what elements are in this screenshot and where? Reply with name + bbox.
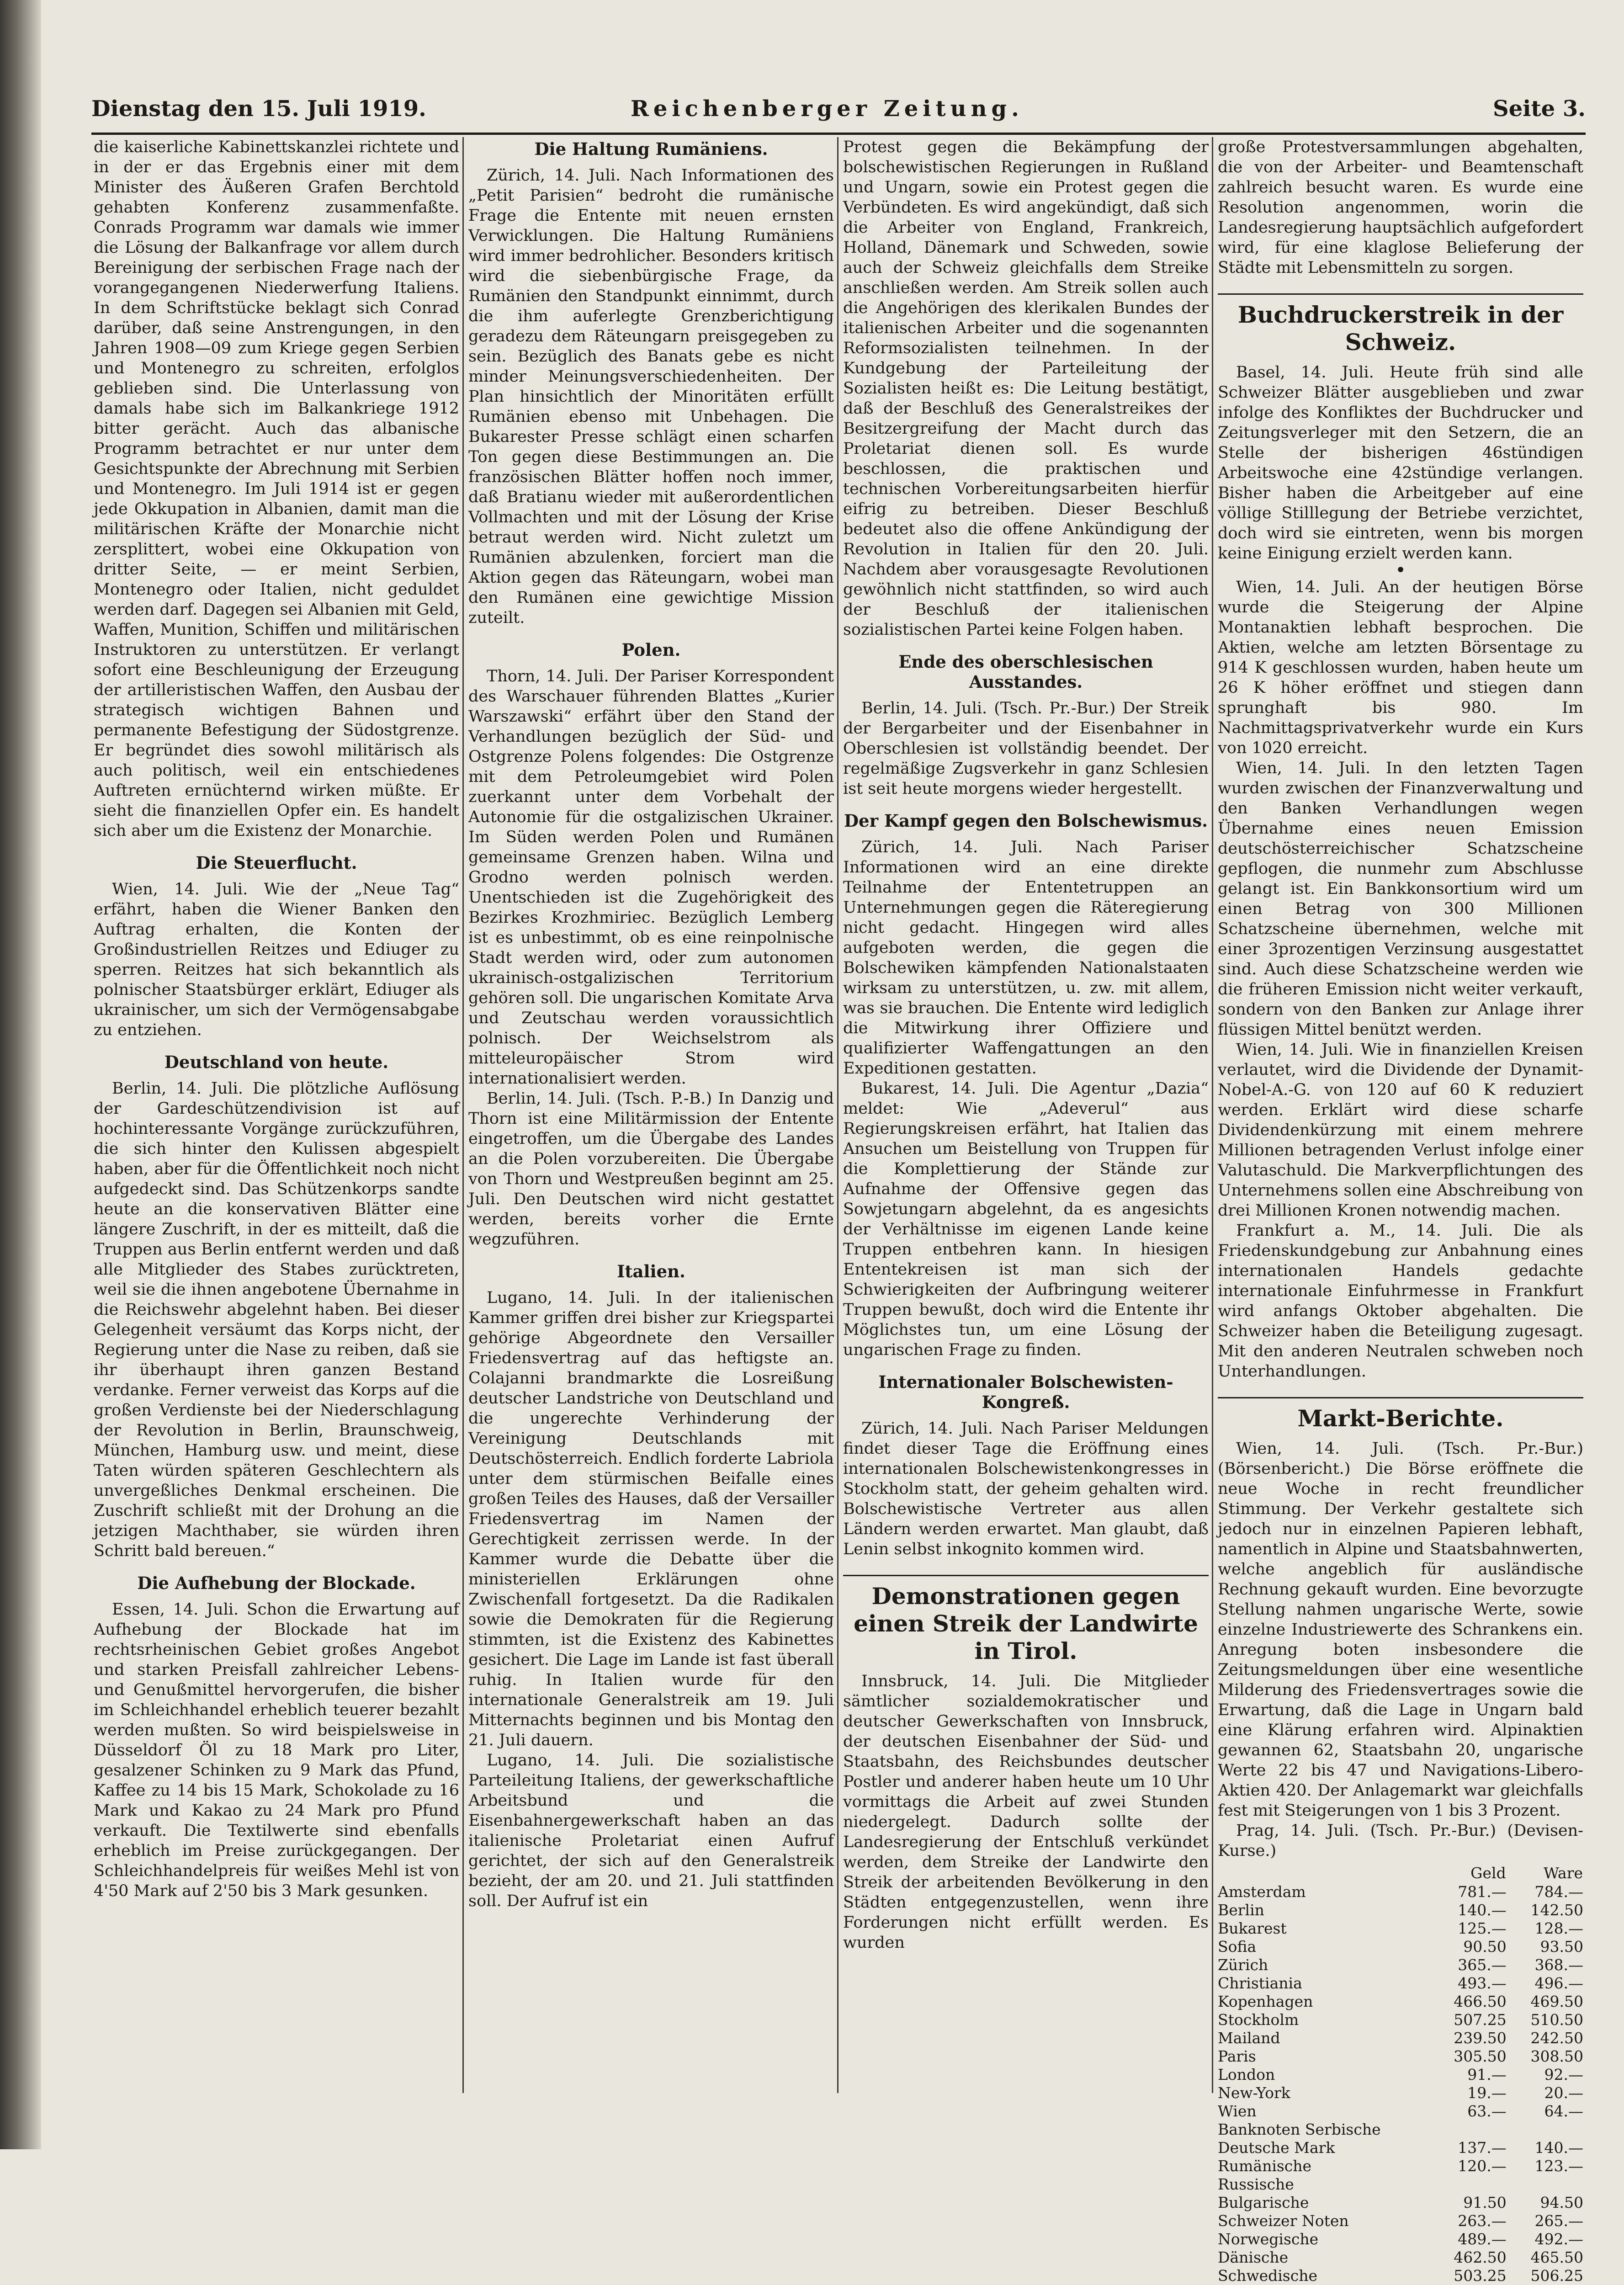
currency-name: Rumänische [1218, 2157, 1312, 2175]
rate-ware: 20.— [1544, 2084, 1583, 2102]
rate-geld: 63.— [1467, 2102, 1507, 2120]
rate-ware [1507, 2175, 1583, 2194]
section-heading: Ende des oberschlesischen Ausstandes. [898, 652, 1153, 692]
article-paragraph: Wien, 14. Juli. Wie der „Neue Tag“ erfährt, haben die Wiener Banken den Auftrag erhalten, die Konten der Großindustriellen Reitzes und Ediuger zu sperren. Reitzes hat sich bekanntlich als polnischer Staatsbürger erklärt, Ediuger als ukrainischer, um sich der Vermögensabgabe zu entziehen. [94, 880, 459, 1039]
rate-geld: 365.— [1458, 1956, 1507, 1974]
article-paragraph: Berlin, 14. Juli. (Tsch. P.-B.) In Danzig und Thorn ist eine Militärmission der Entente eingetroffen, um die Übergabe des Landes an die Polen vorzubereiten. Die Übergabe von Thorn und Westpreußen beginnt am 25. Juli. Den Deutschen wird nicht gestattet werden, bereits vorher die Ernte wegzuführen. [468, 1089, 834, 1249]
table-header-blank [1218, 1864, 1429, 1883]
rate-geld [1429, 2120, 1506, 2139]
rate-geld: 507.25 [1454, 2011, 1507, 2029]
article-paragraph: Basel, 14. Juli. Heute früh sind alle Schweizer Blätter ausgeblieben und zwar infolge des Konfliktes der Buchdrucker und Zeitungsverleger mit den Setzern, die an Stelle der bisherigen 46stündigen Arbeitswoche eine 42stündige verlangen. Bisher haben die Arbeitgeber auf eine völlige Stilllegung der Betriebe verzichtet, doch wird sie eintreten, wenn bis morgen keine Einigung erzielt werden kann. [1218, 363, 1583, 563]
currency-name: Stockholm [1218, 2011, 1299, 2029]
rate-geld: 781.— [1458, 1883, 1507, 1901]
article-paragraph: Berlin, 14. Juli. Die plötzliche Auflösung der Gardeschützendivision ist auf hochinteressante Vorgänge zurückzuführen, die sich hinter den Kulissen abgespielt haben, aber für die Öffentlichkeit noch nicht aufgedeckt sind. Das Schützenkorps sandte heute an die konservativen Blätter eine längere Zuschrift, in der es mitteilt, daß die Truppen aus Berlin entfernt werden und daß alle Mitglieder des Stabes zurücktreten, weil sie die ihnen angebotene Übernahme in die Reichswehr abgelehnt haben. Bei dieser Gelegenheit versäumt das Korps nicht, der Regierung unter die Nase zu reiben, daß sie ihr überhaupt ihren ganzen Bestand verdanke. Ferner verweist das Korps auf die großen Verdienste bei der Niederschlagung der Revolution in Berlin, Braunschweig, München, Hamburg usw. und meint, diese Taten würden späteren Geschlechtern als unvergeßliches Denkmal erscheinen. Die Zuschrift schließt mit der Drohung an die jetzigen Machthaber, sie würden ihren Schritt bald bereuen.“ [94, 1079, 459, 1560]
rate-geld: 462.50 [1454, 2248, 1507, 2266]
section-heading: Die Aufhebung der Blockade. [137, 1573, 416, 1593]
table-row [1218, 1919, 1583, 1938]
currency-rates-body [1218, 1883, 1583, 2285]
article-paragraph: die kaiserliche Kabinettskanzlei richtete und in der er das Ergebnis einer mit dem Minister des Äußeren Grafen Berchtold gehabten Konferenz zusammenfaßte. Conrads Programm war damals wie immer die Lösung der Balkanfrage vor allem durch Bereinigung der serbischen Frage nach der vorangegangenen Niederwerfung Italiens. In dem Schriftstücke beklagt sich Conrad darüber, daß seine Anstrengungen, in den Jahren 1908—09 zum Kriege gegen Serbien und Montenegro zu schreiten, erfolglos geblieben sind. Die Unterlassung von damals habe sich im Balkankriege 1912 bitter gerächt. Auch das albanische Programm betrachtet er nur unter dem Gesichtspunkte der Abrechnung mit Serbien und Montenegro. Im Juli 1914 ist er gegen jede Okkupation in Albanien, damit man die militärischen Kräfte der Monarchie nicht zersplittert, wobei eine Okkupation von dritter Seite, — er meint Serbien, Montenegro oder Italien, nicht geduldet werden darf. Dagegen sei Albanien mit Geld, Waffen, Munition, Schiffen und militärischen Instruktoren zu unterstützen. Er verlangt sofort eine Beschleunigung der Erzeugung der artilleristischen Waffen, den Ausbau der strategisch wichtigen Bahnen und permanente Befestigung der Südostgrenze. Er begründet dies sowohl militärisch als auch politisch, weil ein entschiedenes Auftreten ernüchternd wirken müßte. Er sieht die finanziellen Opfer ein. Es handelt sich aber um die Existenz der Monarchie. [94, 138, 459, 840]
section-heading-large: Demonstrationen gegen einen Streik der Landwirte in Tirol. [843, 1575, 1209, 1665]
rate-ware: 496.— [1534, 1974, 1583, 1992]
currency-name: Banknoten Serbische [1218, 2120, 1381, 2138]
currency-name: Deutsche Mark [1218, 2139, 1335, 2157]
table-row [1218, 2029, 1583, 2047]
currency-name: Kopenhagen [1218, 1993, 1313, 2010]
currency-name: Dänische [1218, 2248, 1289, 2266]
rate-geld: 493.— [1458, 1974, 1507, 1992]
rate-ware: 140.— [1534, 2139, 1583, 2157]
rate-ware [1507, 2120, 1583, 2139]
rate-geld: 19.— [1467, 2084, 1507, 2102]
column-3 [843, 137, 1209, 2093]
section-heading: Die Haltung Rumäniens. [534, 139, 768, 159]
article-paragraph: Zürich, 14. Juli. Nach Pariser Informationen wird an eine direkte Teilnahme der Ententetruppen an Unternehmungen gegen die Räteregierung nicht gedacht. Hingegen wird alles aufgeboten werden, die gegen die Bolschewiken kämpfenden Nationalstaaten wirksam zu unterstützen, u. zw. mit allem, was sie brauchen. Die Entente wird lediglich die Mitwirkung ihrer Offiziere und qualifizierter Waffengattungen an den Expeditionen gestatten. [843, 838, 1209, 1078]
rate-geld: 263.— [1458, 2212, 1507, 2230]
table-row [1218, 2084, 1583, 2102]
section-heading: Die Steuerflucht. [196, 853, 357, 873]
currency-name: Bulgarische [1218, 2194, 1309, 2211]
column-divider [1212, 137, 1213, 2093]
section-heading: Der Kampf gegen den Bolschewismus. [844, 811, 1208, 831]
currency-name: Wien [1218, 2102, 1257, 2120]
rate-geld: 91.50 [1463, 2194, 1507, 2211]
currency-name: Zürich [1218, 1956, 1268, 1974]
column-4 [1218, 137, 1583, 2285]
table-row [1218, 2194, 1583, 2212]
article-paragraph: Lugano, 14. Juli. In der italienischen Kammer griffen drei bisher zur Kriegspartei gehörige Abgeordnete den Versailler Friedensvertrag auf das heftigste an. Colajanni brandmarkte die Losreißung deutscher Landstriche von Deutschland und die ungerechte Verhinderung der Vereinigung Deutschlands mit Deutschösterreich. Endlich forderte Labriola unter dem stürmischen Beifalle eines großen Teiles des Hauses, daß der Versailler Friedensvertrag im Namen der Gerechtigkeit zerrissen werde. In der Kammer wurde die Debatte über die ministeriellen Erklärungen ohne Zwischenfall fortgesetzt. Da die Radikalen sowie die Demokraten für die Regierung stimmten, ist die Existenz des Kabinettes gesichert. Die Lage im Lande ist fast überall ruhig. In Italien wurde für den internationale Generalstreik am 19. Juli Mitternachts beginnen und bis Montag den 21. Juli dauern. [468, 1289, 834, 1749]
binding-gutter [0, 0, 41, 2149]
table-row [1218, 2157, 1583, 2175]
article-paragraph: Lugano, 14. Juli. Die sozialistische Parteileitung Italiens, der gewerkschaftliche Arbeitsbund und die Eisenbahnergewerkschaft haben an das italienische Proletariat einen Aufruf gerichtet, der sich auf den Generalstreik bezieht, der am 20. und 21. Juli stattfinden soll. Der Aufruf ist ein [468, 1751, 834, 1910]
currency-name: London [1218, 2066, 1275, 2083]
rate-geld: 137.— [1458, 2139, 1507, 2157]
section-heading: Deutschland von heute. [164, 1052, 389, 1072]
currency-name: Schweizer Noten [1218, 2212, 1349, 2230]
page-header [91, 96, 1586, 128]
section-heading: Italien. [617, 1261, 685, 1281]
table-row [1218, 1938, 1583, 1956]
rate-ware: 784.— [1534, 1883, 1583, 1901]
section-heading-large: Markt-Berichte. [1218, 1397, 1583, 1432]
table-header-geld: Geld [1470, 1864, 1506, 1882]
currency-name: New-York [1218, 2084, 1290, 2102]
currency-name: Schwedische [1218, 2267, 1317, 2285]
article-paragraph: Protest gegen die Bekämpfung der bolschewistischen Regierungen in Rußland und Ungarn, sowie ein Protest gegen die Verbündeten. Es wird angekündigt, daß sich die Arbeiter von England, Frankreich, Holland, Dänemark und Schweden, sowie auch der Schweiz gleichfalls dem Streike anschließen werden. Am Streik sollen auch die Angehörigen des klerikalen Bundes der italienischen Arbeiter und die sogenannten Reformsozialisten teilnehmen. In der Kundgebung der Parteileitung der Sozialisten heißt es: Die Leitung bestätigt, daß der Beschluß des Generalstreikes der Besitzergreifung der Macht durch das Proletariat dienen soll. Es wurde beschlossen, die praktischen und technischen Vorbereitungsarbeiten hierfür eifrig zu betreiben. Dieser Beschluß bedeutet also die offene Ankündigung der Revolution in Italien für den 20. Juli. Nachdem aber vorausgesagte Revolutionen gewöhnlich nicht stattfinden, so wird auch der Beschluß der italienischen sozialistischen Partei keine Folgen haben. [843, 138, 1209, 639]
table-row [1218, 2248, 1583, 2267]
currency-rates-table [1218, 1864, 1583, 2285]
header-title: Reichenberger Zeitung. [631, 96, 1024, 122]
article-paragraph: große Protestversammlungen abgehalten, die von der Arbeiter- und Beamtenschaft zahlreich besucht waren. Es wurde eine Resolution angenommen, worin die Landesregierung hauptsächlich aufgefordert wird, für eine klaglose Belieferung der Städte mit Lebensmitteln zu sorgen. [1218, 138, 1583, 277]
table-row [1218, 2212, 1583, 2230]
section-heading: Polen. [621, 640, 681, 660]
column-1 [94, 137, 459, 2093]
article-paragraph: Thorn, 14. Juli. Der Pariser Korrespondent des Warschauer führenden Blattes „Kurier Warszawski“ erfährt über den Stand der Verhandlungen bezüglich der Süd- und Ostgrenze Polens folgendes: Die Ostgrenze mit dem Petroleumgebiet wird Polen zuerkannt unter dem Vorbehalt der Autonomie für die ostgalizischen Ukrainer. Im Süden werden Polen und Rumänen gemeinsame Grenzen haben. Wilna und Grodno werden polnisch werden. Unentschieden ist die Zugehörigkeit des Bezirkes Krozhmiriec. Bezüglich Lemberg ist es unbestimmt, ob es eine reinpolnische Stadt werden wird, oder zum autonomen ukrainisch-ostgalizischen Territorium gehören soll. Die ungarischen Komitate Arva und Zeutschau werden voraussichtlich polnisch. Der Weichselstrom als mitteleuropäischer Strom wird internationalisiert werden. [468, 667, 834, 1088]
rate-ware: 128.— [1534, 1919, 1583, 1937]
article-paragraph: Berlin, 14. Juli. (Tsch. Pr.-Bur.) Der Streik der Bergarbeiter und der Eisenbahner in Oberschlesien ist vollständig beendet. Der regelmäßige Zugsverkehr in ganz Schlesien ist seit heute morgens wieder hergestellt. [843, 699, 1209, 798]
table-header-ware: Ware [1543, 1864, 1583, 1882]
section-heading: Internationaler Bolschewisten-Kongreß. [878, 1372, 1173, 1412]
rate-ware: 506.25 [1530, 2267, 1583, 2285]
column-divider [837, 137, 839, 2093]
table-row [1218, 1883, 1583, 1901]
header-date: Dienstag den 15. Juli 1919. [91, 96, 426, 122]
header-rule [91, 133, 1586, 135]
article-paragraph: Innsbruck, 14. Juli. Die Mitglieder sämtlicher sozialdemokratischer und deutscher Gewerkschaften von Innsbruck, der deutschen Eisenbahner der Süd- und Staatsbahn, des Reichsbundes deutscher Postler und anderer haben heute um 10 Uhr vormittags die Arbeit auf zwei Stunden niedergelegt. Dadurch sollte der Landesregierung der Entschluß verkündet werden, dem Streike der Landwirte den Streik der arbeitenden Bevölkerung in den Städten entgegenzustellen, wenn ihre Forderungen nicht erfüllt werden. Es wurden [843, 1672, 1209, 1952]
article-paragraph: Wien, 14. Juli. (Tsch. Pr.-Bur.) (Börsenbericht.) Die Börse eröffnete die neue Woche in recht freundlicher Stimmung. Der Verkehr gestaltete sich jedoch nur in einzelnen Papieren lebhaft, namentlich in Alpine und Staatsbahnwerten, welche angeblich für ausländische Rechnung gekauft wurden. Eine bevorzugte Stellung nahmen ungarische Werte, sowie einzelne Industriewerte des Schrankens ein. Anregung boten insbesondere die Zeitungsmeldungen über eine wesentliche Milderung des Friedensvertrages sowie die Erwartung, daß die Lage in Ungarn bald eine Klärung erfahren wird. Alpinaktien gewannen 62, Staatsbahn 20, ungarische Werte 22 bis 47 und Navigations-Libero-Aktien 420. Der Anlagemarkt war gleichfalls fest mit Steigerungen von 1 bis 3 Prozent. [1218, 1440, 1583, 1820]
table-row [1218, 1956, 1583, 1974]
header-page-number: Seite 3. [1493, 96, 1586, 122]
article-paragraph: Wien, 14. Juli. An der heutigen Börse wurde die Steigerung der Alpine Montanaktien lebhaft besprochen. Die Aktien, welche am letzten Börsentage zu 914 K geschlossen wurden, haben heute um 26 K höher eröffnet und stiegen dann sprunghaft bis 980. Im Nachmittagsprivatverkehr wurde ein Kurs von 1020 erreicht. [1218, 578, 1583, 757]
table-row [1218, 2011, 1583, 2029]
rate-geld: 140.— [1458, 1901, 1507, 1919]
article-paragraph: Zürich, 14. Juli. Nach Pariser Meldungen findet dieser Tage die Eröffnung eines internationalen Bolschewistenkongresses in Stockholm statt, der geheim gehalten wird. Bolschewistische Vertreter aus allen Ländern werden erwartet. Man glaubt, daß Lenin selbst inkognito kommen wird. [843, 1419, 1209, 1558]
rate-geld: 489.— [1458, 2230, 1507, 2248]
rate-geld: 125.— [1458, 1919, 1507, 1937]
article-paragraph: Frankfurt a. M., 14. Juli. Die als Friedenskundgebung zur Anbahnung eines internationalen Handels gedachte internationale Einfuhrmesse in Frankfurt wird anfangs Oktober abgehalten. Die Schweizer haben die Beteiligung zugesagt. Mit den anderen Neutralen schweben noch Unterhandlungen. [1218, 1222, 1583, 1381]
table-row [1218, 2120, 1583, 2139]
table-row [1218, 2066, 1583, 2084]
article-paragraph: Wien, 14. Juli. In den letzten Tagen wurden zwischen der Finanzverwaltung und den Banken Verhandlungen wegen Übernahme eines neuen Emission deutschösterreichischer Schatzscheine gepflogen, die nunmehr zum Abschlusse gelangt ist. Ein Bankkonsortium wird um einen Betrag von 300 Millionen Schatzscheine übernehmen, welche mit einer 3prozentigen Verzinsung ausgestattet sind. Auch diese Schatzscheine werden wie die früheren Emission nicht weiter verkauft, sondern von den Banken zur Anlage ihrer flüssigen Mittel benützt werden. [1218, 759, 1583, 1039]
table-header-row [1218, 1864, 1583, 1883]
rate-ware: 492.— [1534, 2230, 1583, 2248]
table-row [1218, 2047, 1583, 2066]
currency-name: Berlin [1218, 1901, 1264, 1919]
currency-name: Sofia [1218, 1938, 1257, 1956]
separator-dot: • [1395, 560, 1406, 581]
currency-name: Russische [1218, 2175, 1294, 2193]
rate-ware: 94.50 [1540, 2194, 1583, 2211]
article-paragraph: Prag, 14. Juli. (Tsch. Pr.-Bur.) (Devisen-Kurse.) [1218, 1822, 1583, 1860]
rate-ware: 265.— [1534, 2212, 1583, 2230]
rate-geld: 503.25 [1454, 2267, 1507, 2285]
article-paragraph: Wien, 14. Juli. Wie in finanziellen Kreisen verlautet, wird die Dividende der Dynamit-Nobel-A.-G. von 120 auf 60 K reduziert werden. Erklärt wird diese scharfe Dividendenkürzung mit einem mehrere Millionen betragenden Verlust infolge einer Valutaschuld. Die Markverpflichtungen des Unternehmens sollen eine Abschreibung von drei Millionen Kronen notwendig machen. [1218, 1041, 1583, 1220]
rate-ware: 92.— [1544, 2066, 1583, 2083]
rate-ware: 465.50 [1530, 2248, 1583, 2266]
table-row [1218, 2230, 1583, 2248]
rate-geld: 91.— [1467, 2066, 1507, 2083]
column-divider [462, 137, 464, 2093]
currency-name: Christiania [1218, 1974, 1302, 1992]
currency-name: Paris [1218, 2047, 1256, 2065]
table-row [1218, 2139, 1583, 2157]
rate-ware: 64.— [1544, 2102, 1583, 2120]
currency-name: Bukarest [1218, 1919, 1287, 1937]
column-2 [468, 137, 834, 2093]
section-heading-large: Buchdruckerstreik in der Schweiz. [1218, 293, 1583, 356]
rate-ware: 308.50 [1530, 2047, 1583, 2065]
rate-ware: 469.50 [1530, 1993, 1583, 2010]
table-row [1218, 2102, 1583, 2120]
rate-ware: 368.— [1534, 1956, 1583, 1974]
table-row [1218, 1993, 1583, 2011]
currency-name: Norwegische [1218, 2230, 1319, 2248]
rate-geld: 239.50 [1454, 2029, 1507, 2047]
rate-geld: 120.— [1458, 2157, 1507, 2175]
rate-ware: 93.50 [1540, 1938, 1583, 1956]
rate-ware: 142.50 [1530, 1901, 1583, 1919]
rate-ware: 123.— [1534, 2157, 1583, 2175]
article-paragraph: Zürich, 14. Juli. Nach Informationen des „Petit Parisien“ bedroht die rumänische Frage die Entente mit neuen ernsten Verwicklungen. Die Haltung Rumäniens wird immer bedrohlicher. Besonders kritisch wird die siebenbürgische Frage, da Rumänien den Standpunkt einnimmt, durch die ihm auferlegte Grenzberichtigung geradezu dem Räteungarn preisgegeben zu sein. Bezüglich des Banats gebe es nicht minder Meinungsverschiedenheiten. Der Plan hinsichtlich der Minoritäten erfüllt Rumänien ebenso mit Unbehagen. Die Bukarester Presse schlägt einen scharfen Ton gegen diese Bestimmungen an. Die französischen Blätter hoffen noch immer, daß Bratianu wieder mit außerordentlichen Vollmachten und mit der Lösung der Krise betraut werden wird. Nicht zuletzt um Rumänien abzulenken, forciert man die Aktion gegen das Räteungarn, wobei man den Rumänen eine gewichtige Mission zuteilt. [468, 166, 834, 627]
rate-ware: 510.50 [1530, 2011, 1583, 2029]
rate-geld: 466.50 [1454, 1993, 1507, 2010]
table-row [1218, 1974, 1583, 1993]
table-row [1218, 2267, 1583, 2285]
rate-geld: 305.50 [1454, 2047, 1507, 2065]
currency-name: Mailand [1218, 2029, 1280, 2047]
rate-ware: 242.50 [1530, 2029, 1583, 2047]
article-paragraph: Bukarest, 14. Juli. Die Agentur „Dazia“ meldet: Wie „Adeverul“ aus Regierungskreisen erfährt, hat Italien das Ansuchen um Beistellung von Truppen für die Komplettierung der Stände zur Aufnahme der Offensive gegen das Sowjetungarn abgelehnt, da es angesichts der Verhältnisse im eigenen Lande keine Truppen entbehren kann. In hiesigen Ententekreisen ist man sich der Schwierigkeiten der Aufbringung weiterer Truppen bewußt, doch wird die Entente ihr Möglichstes tun, um eine Lösung der ungarischen Frage zu finden. [843, 1079, 1209, 1359]
rate-geld [1429, 2175, 1506, 2194]
article-paragraph: Essen, 14. Juli. Schon die Erwartung auf Aufhebung der Blockade hat im rechtsrheinischen Gebiet großes Angebot und starken Preisfall zahlreicher Lebens- und Genußmittel hervorgerufen, die bisher im Schleichhandel erheblich teuerer bezahlt werden mußten. So wird beispielsweise in Düsseldorf Öl zu 18 Mark pro Liter, gesalzener Schinken zu 9 Mark das Pfund, Kaffee zu 14 bis 15 Mark, Schokolade zu 16 Mark und Kakao zu 24 Mark pro Pfund verkauft. Die Textilwerte sind ebenfalls erheblich im Preise zurückgegangen. Der Schleichhandelpreis für weißes Mehl ist von 4'50 Mark auf 2'50 bis 3 Mark gesunken. [94, 1600, 459, 1900]
rate-geld: 90.50 [1463, 1938, 1507, 1956]
table-row [1218, 2175, 1583, 2194]
table-row [1218, 1901, 1583, 1919]
currency-name: Amsterdam [1218, 1883, 1306, 1901]
